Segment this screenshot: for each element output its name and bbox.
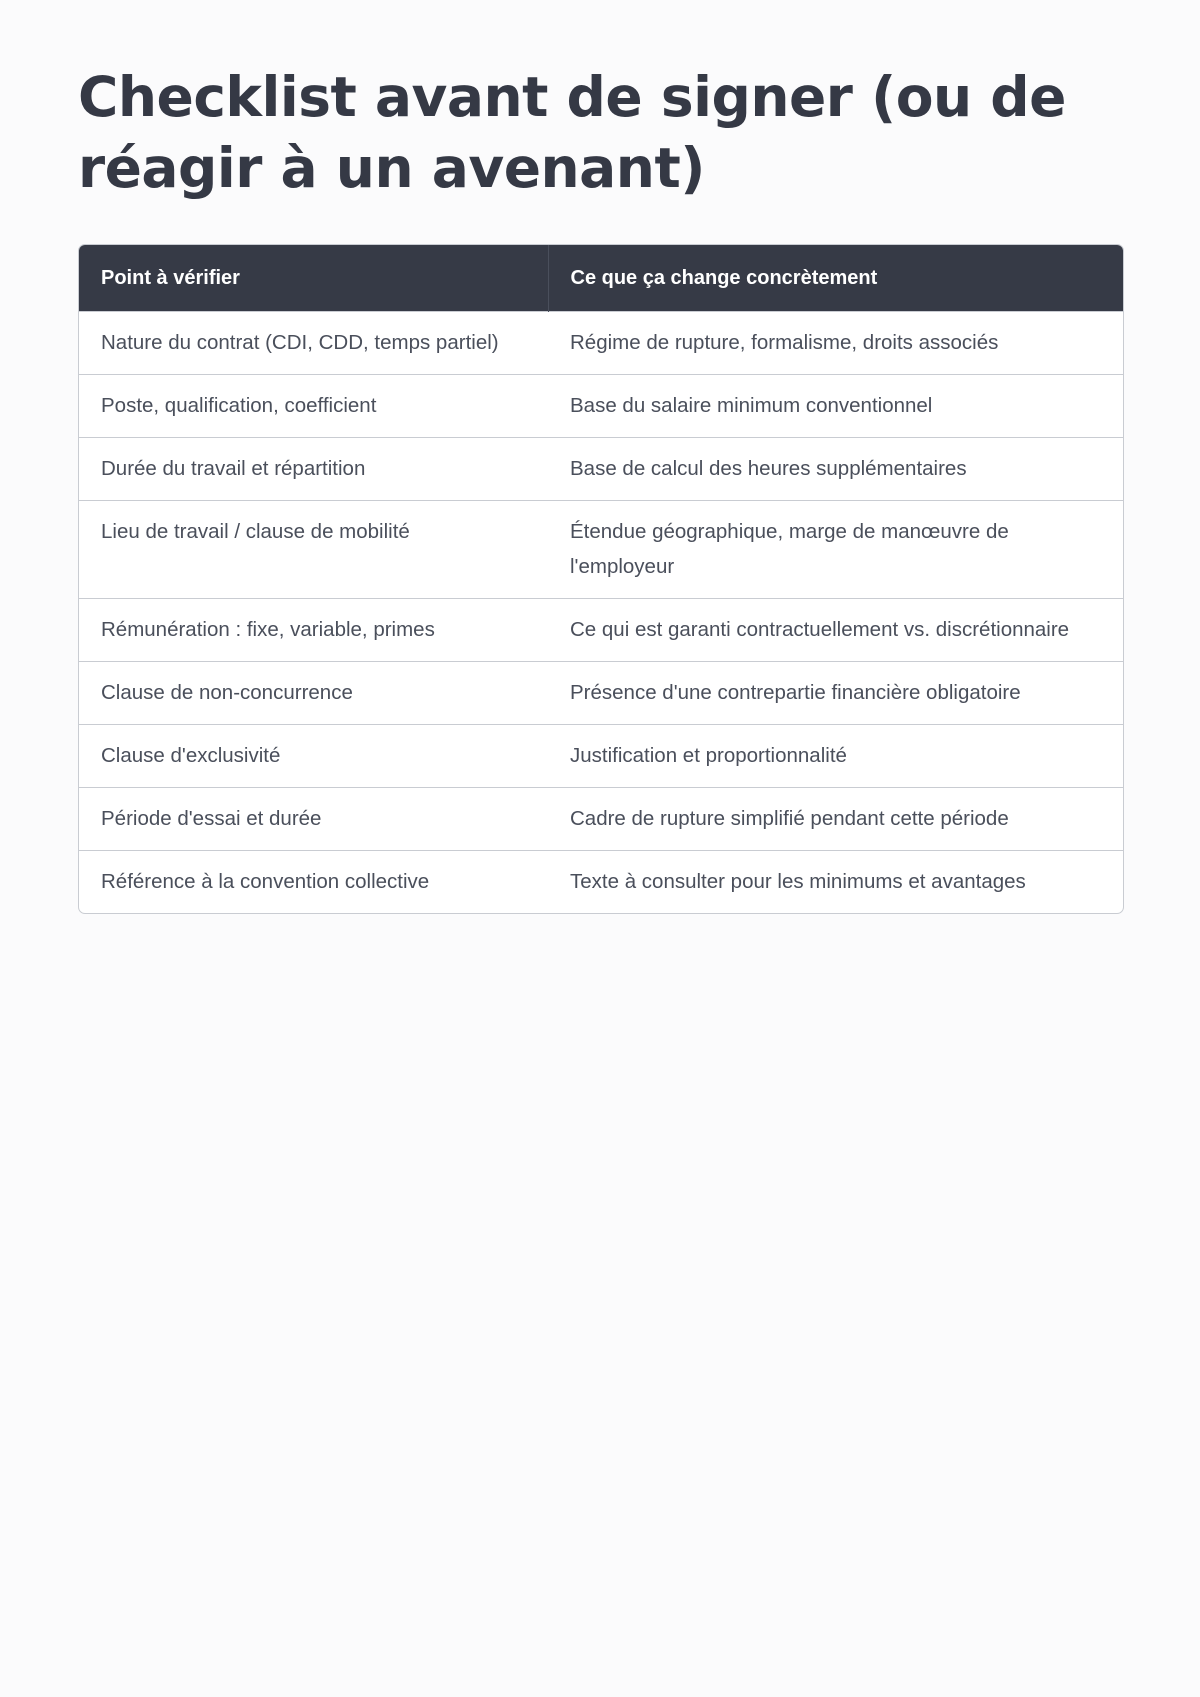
checklist-table-container [78,244,1124,914]
table-cell-point: Poste, qualification, coefficient [79,375,548,438]
table-header-row [79,245,1123,312]
table-row [79,312,1123,375]
table-cell-impact: Régime de rupture, formalisme, droits associés [548,312,1123,375]
table-row [79,375,1123,438]
table-cell-point: Référence à la convention collective [79,851,548,914]
column-header-point: Point à vérifier [79,245,548,312]
table-cell-impact: Étendue géographique, marge de manœuvre de l'employeur [548,501,1123,599]
table-cell-impact: Texte à consulter pour les minimums et avantages [548,851,1123,914]
table-cell-impact: Présence d'une contrepartie financière obligatoire [548,662,1123,725]
document-page [78,62,1122,914]
table-row [79,788,1123,851]
table-row [79,438,1123,501]
table-cell-impact: Ce qui est garanti contractuellement vs. discrétionnaire [548,599,1123,662]
table-cell-point: Nature du contrat (CDI, CDD, temps partiel) [79,312,548,375]
column-header-impact: Ce que ça change concrètement [548,245,1123,312]
table-cell-point: Clause d'exclusivité [79,725,548,788]
table-body [79,312,1123,914]
table-cell-point: Période d'essai et durée [79,788,548,851]
table-cell-impact: Cadre de rupture simplifié pendant cette période [548,788,1123,851]
table-cell-point: Lieu de travail / clause de mobilité [79,501,548,599]
table-cell-impact: Justification et proportionnalité [548,725,1123,788]
table-cell-point: Rémunération : fixe, variable, primes [79,599,548,662]
table-cell-impact: Base du salaire minimum conventionnel [548,375,1123,438]
table-cell-point: Clause de non-concurrence [79,662,548,725]
table-row [79,501,1123,599]
table-row [79,662,1123,725]
checklist-table [79,245,1123,913]
table-header [79,245,1123,312]
page-title: Checklist avant de signer (ou de réagir à un avenant) [78,65,1066,200]
table-cell-impact: Base de calcul des heures supplémentaires [548,438,1123,501]
table-row [79,725,1123,788]
table-row [79,851,1123,914]
table-row [79,599,1123,662]
table-cell-point: Durée du travail et répartition [79,438,548,501]
